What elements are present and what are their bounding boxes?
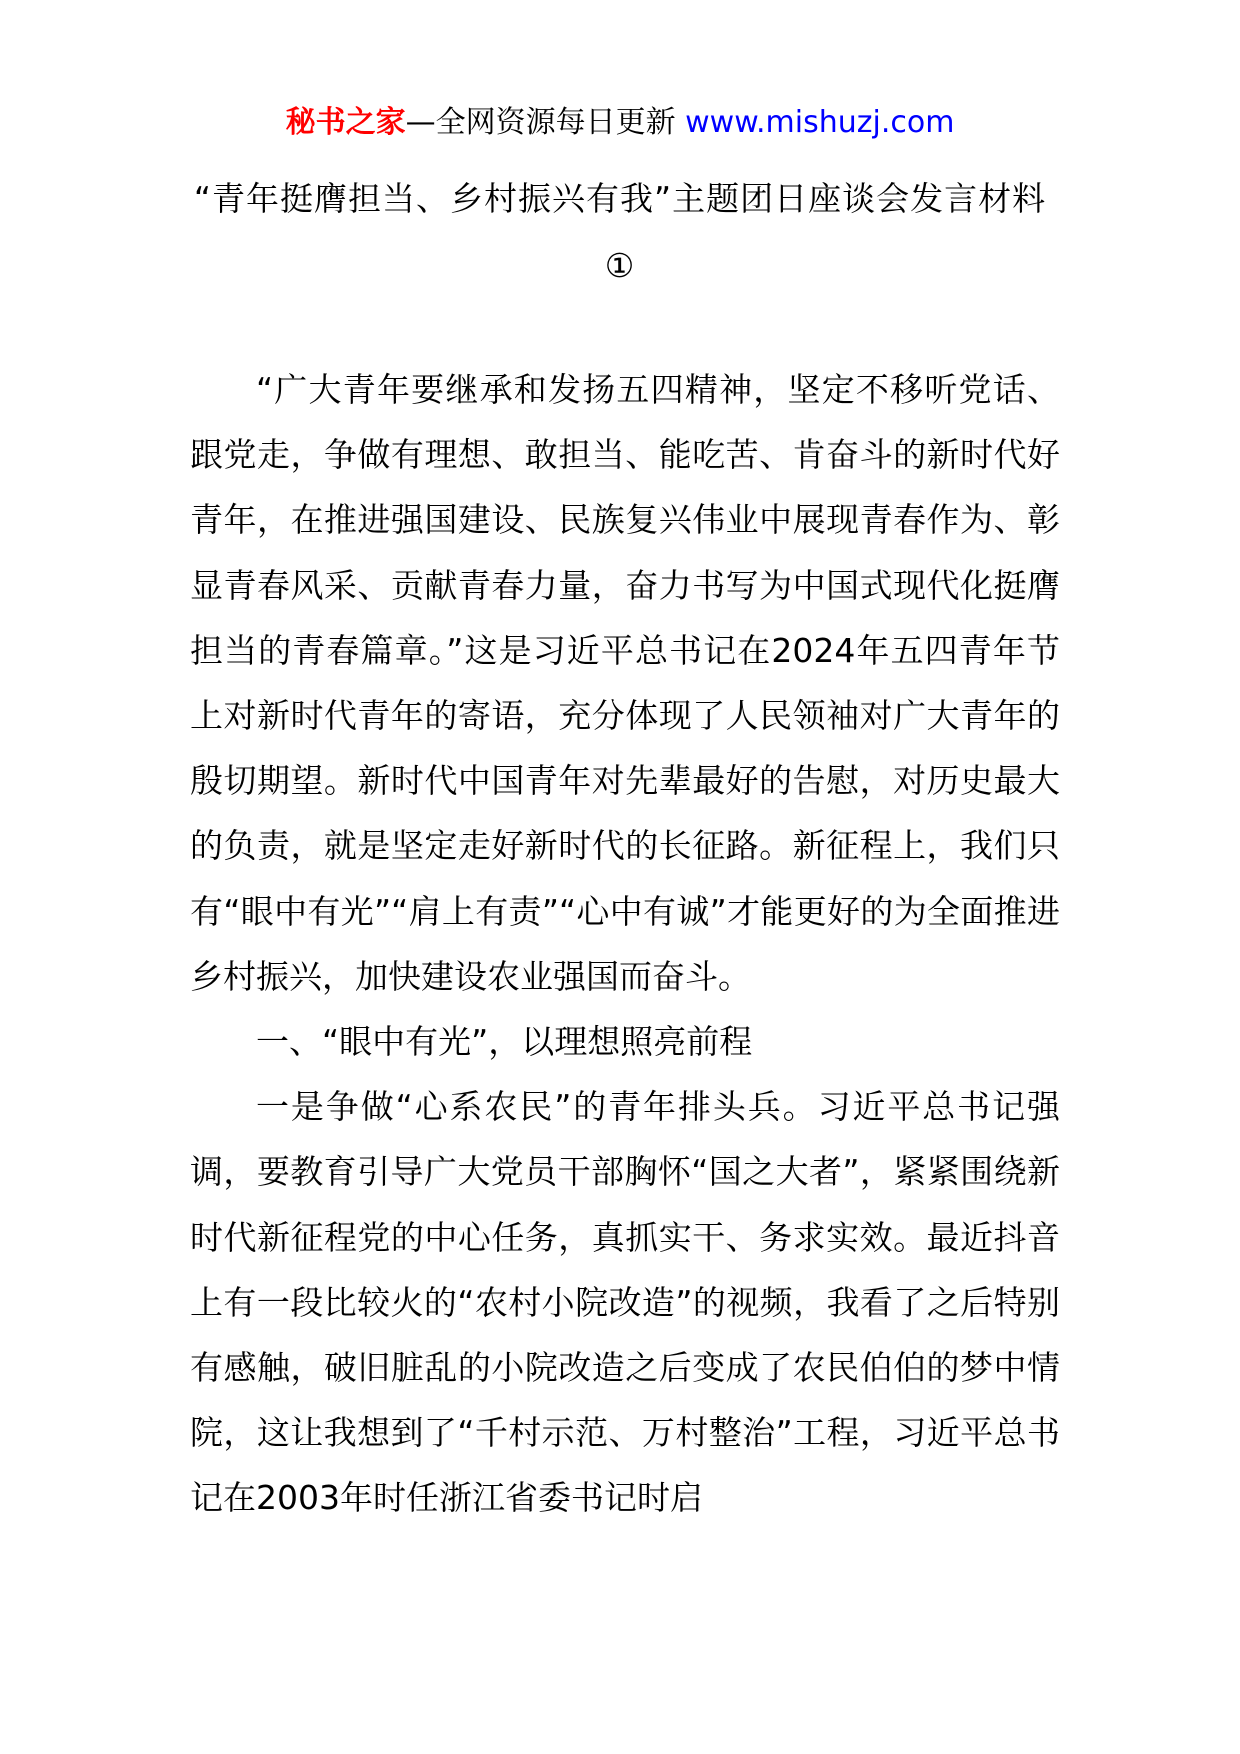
document-title: “青年挺膺担当、乡村振兴有我”主题团日座谈会发言材料① <box>193 179 1047 285</box>
site-slogan: —全网资源每日更新 <box>405 105 686 140</box>
body-paragraph: “广大青年要继承和发扬五四精神，坚定不移听党话、跟党走，争做有理想、敢担当、能吃苦、肯奋斗的新时代好青年，在推进强国建设、民族复兴伟业中展现青春作为、彰显青春风采、贡献青春力量，奋力书写为中国式现代化挺膺担当的青春篇章。”这是习近平总书记在2024年五四青年节上对新时代青年的寄语，充分体现了人民领袖对广大青年的殷切期望。新时代中国青年对先辈最好的告慰，对历史最大的负责，就是坚定走好新时代的长征路。新征程上，我们只有“眼中有光”“肩上有责”“心中有诚”才能更好的为全面推进乡村振兴，加快建设农业强国而奋斗。 <box>190 370 1060 996</box>
section-paragraph: 一是争做“心系农民”的青年排头兵。习近平总书记强调，要教育引导广大党员干部胸怀“国之大者”，紧紧围绕新时代新征程党的中心任务，真抓实干、务求实效。最近抖音上有一段比较火的“农村小院改造”的视频，我看了之后特别有感触，破旧脏乱的小院改造之后变成了农民伯伯的梦中情院，这让我想到了“千村示范、万村整治”工程，习近平总书记在2003年时任浙江省委书记时启 <box>190 1087 1060 1518</box>
document-body <box>190 357 1060 1531</box>
site-header <box>0 98 1240 148</box>
site-url-link[interactable]: www.mishuzj.com <box>685 105 955 140</box>
section-heading: 一、“眼中有光”，以理想照亮前程 <box>256 1022 753 1062</box>
site-brand: 秘书之家 <box>285 105 406 140</box>
